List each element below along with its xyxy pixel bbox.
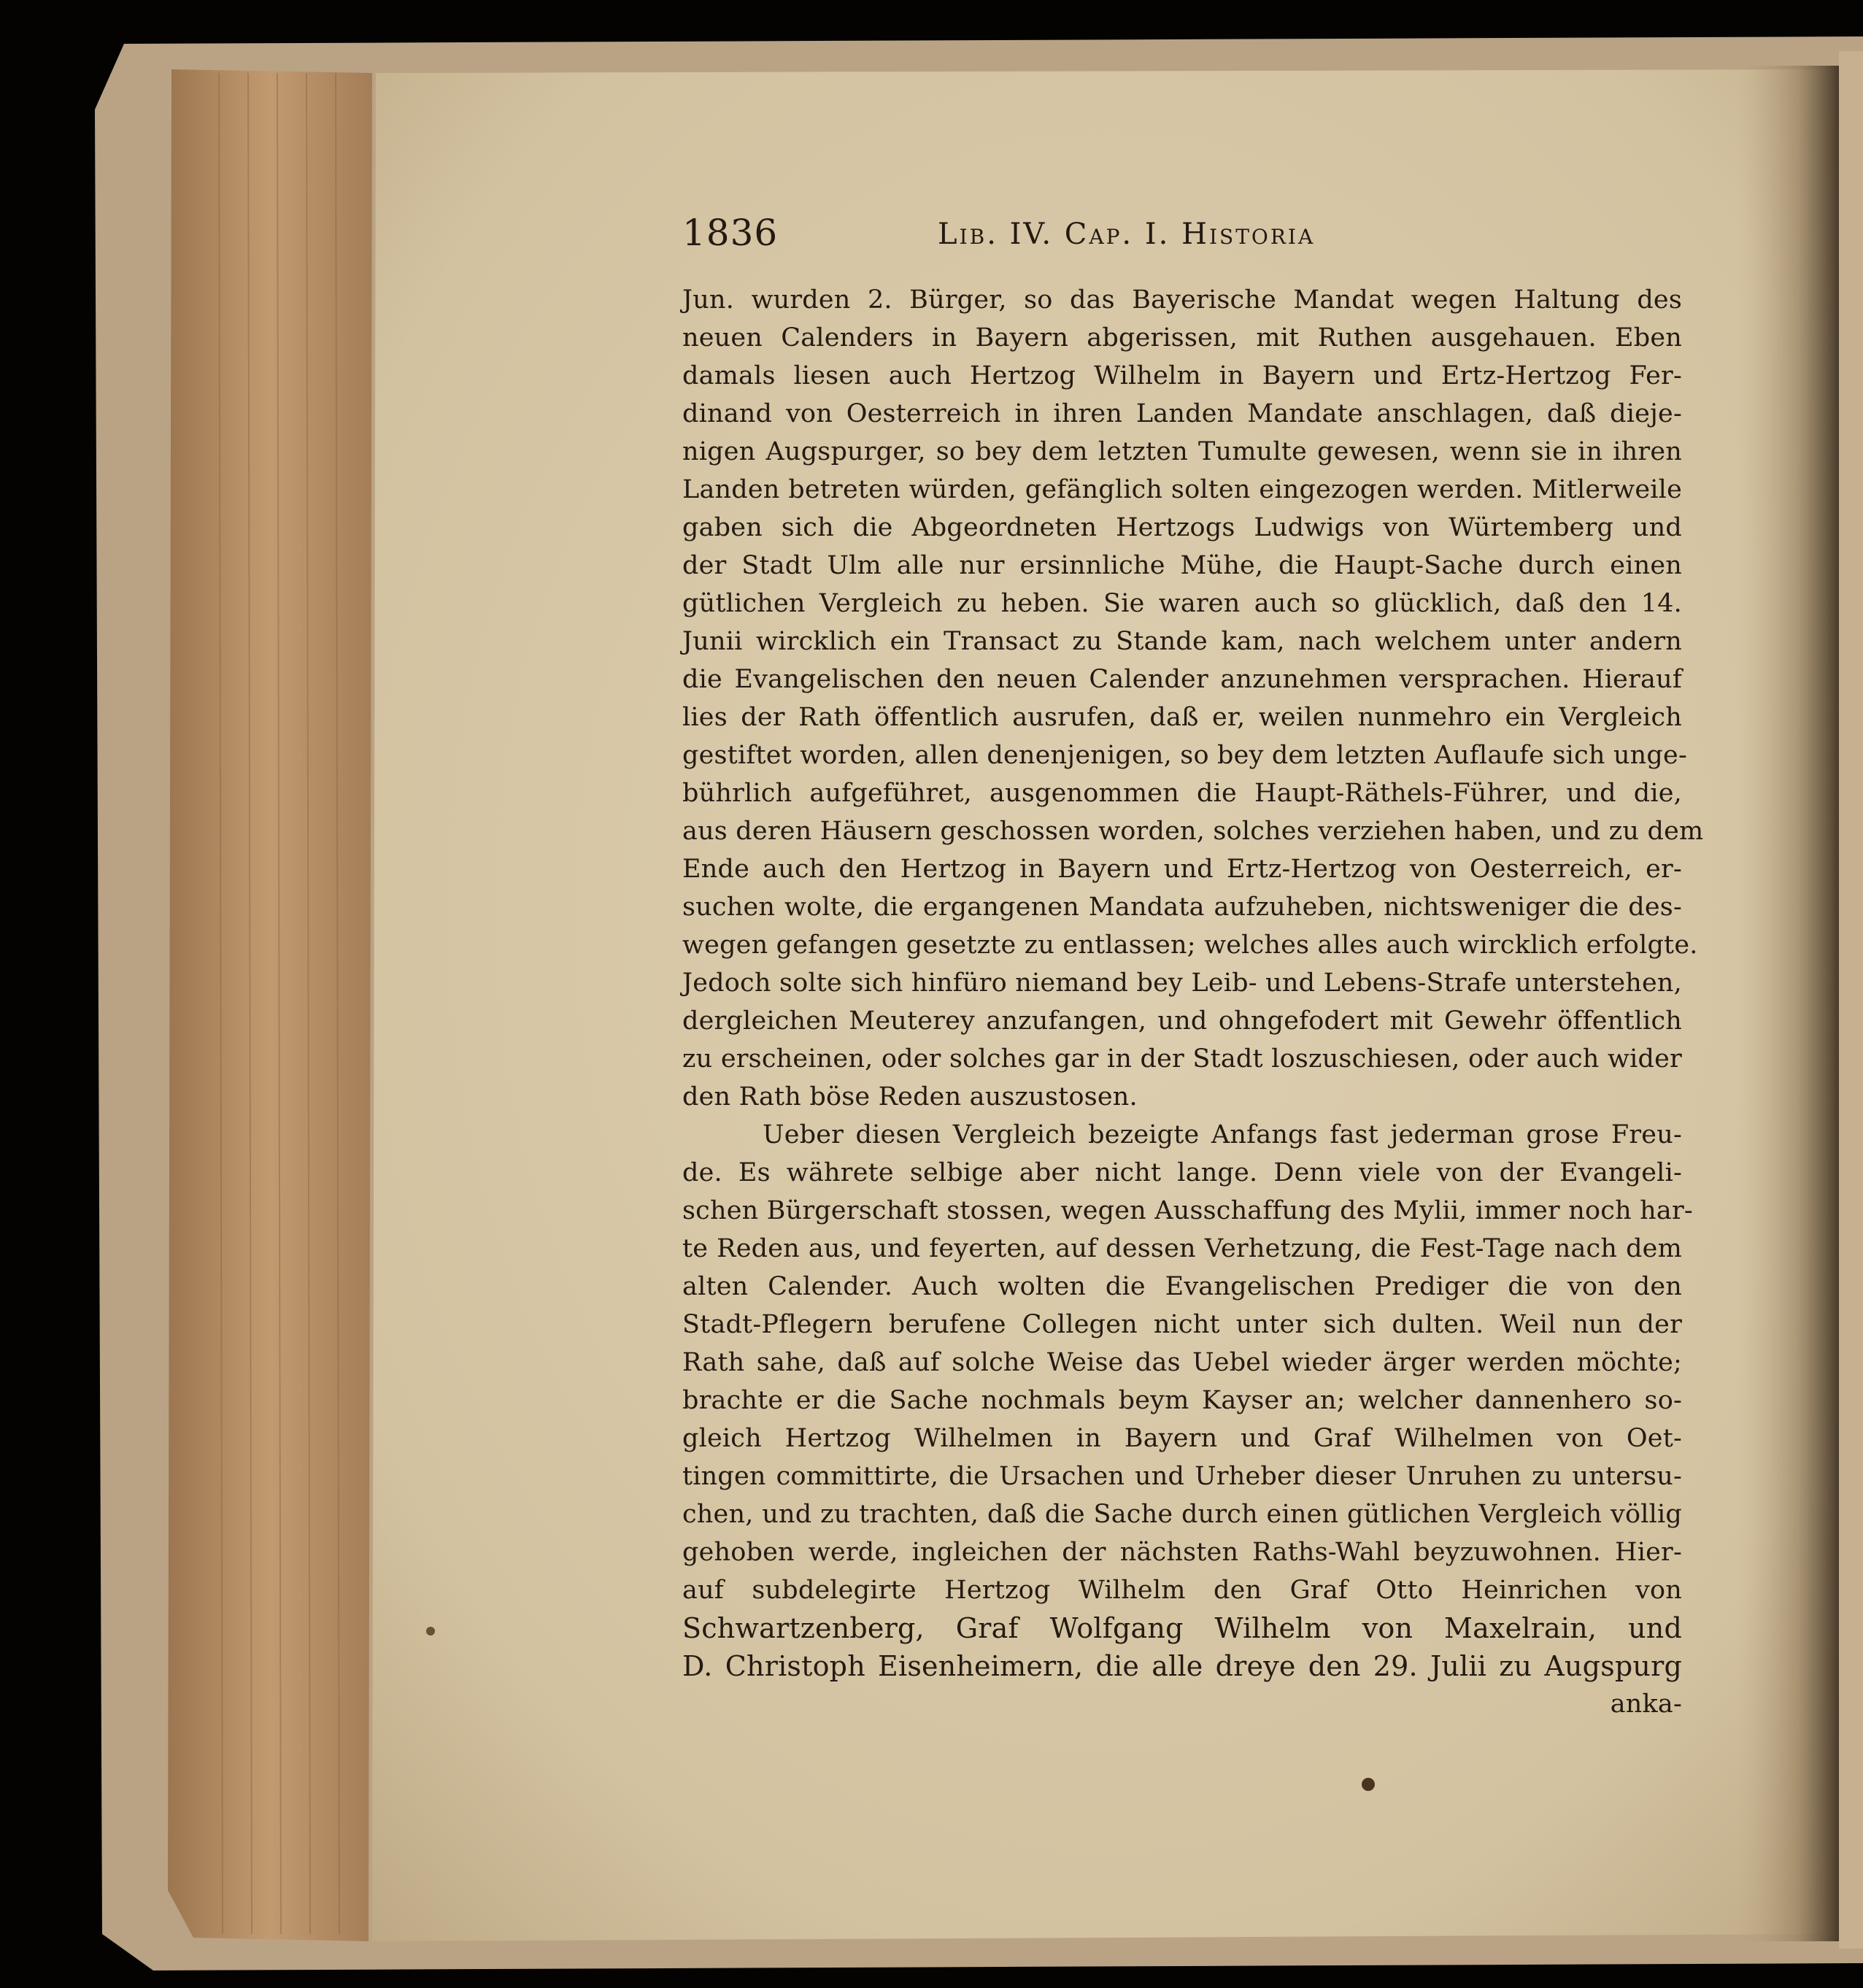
text-line: gütlichen Vergleich zu heben. Sie waren auch so glücklich, daß den 14. [682,589,1682,618]
text-line: Rath sahe, daß auf solche Weise das Uebel wieder ärger werden möchte; [682,1348,1682,1377]
text-line: Stadt-Pflegern berufene Collegen nicht unter sich dulten. Weil nun der [682,1310,1682,1339]
text-line: de. Es währete selbige aber nicht lange. Denn viele von der Evangeli- [682,1158,1682,1187]
text-line: Schwartzenberg, Graf Wolfgang Wilhelm von Maxelrain, und [682,1612,1682,1644]
text-line: gaben sich die Abgeordneten Hertzogs Ludwigs von Würtemberg und [682,513,1682,542]
text-line: suchen wolte, die ergangenen Mandata aufzuheben, nichtsweniger die des- [682,893,1682,922]
text-line: gestiftet worden, allen denenjenigen, so bey dem letzten Auflaufe sich unge- [682,741,1687,770]
text-line: neuen Calenders in Bayern abgerissen, mit Ruthen ausgehauen. Eben [682,323,1682,352]
facing-page-edge [1839,51,1863,1949]
text-line: damals liesen auch Hertzog Wilhelm in Bayern und Ertz-Hertzog Fer- [682,361,1682,390]
paper-speck [426,1627,435,1636]
text-line: gleich Hertzog Wilhelmen in Bayern und Graf Wilhelmen von Oet- [682,1424,1682,1453]
text-line: die Evangelischen den neuen Calender anzunehmen versprachen. Hierauf [682,665,1682,694]
page-number: 1836 [682,212,779,254]
text-line: aus deren Häusern geschossen worden, solches verziehen haben, und zu dem [682,817,1704,846]
text-line: Junii wircklich ein Transact zu Stande kam, nach welchem unter andern [682,627,1682,656]
running-head: Lib. IV. Cap. I. Historia [938,217,1316,251]
gutter-shadow [1737,66,1839,1941]
text-line: Ueber diesen Vergleich bezeigte Anfangs fast jederman grose Freu- [763,1120,1682,1149]
text-line: gehoben werde, ingleichen der nächsten Raths-Wahl beyzuwohnen. Hier- [682,1538,1682,1567]
text-line: nigen Augspurger, so bey dem letzten Tumulte gewesen, wenn sie in ihren [682,437,1682,466]
text-line: Landen betreten würden, gefänglich solten eingezogen werden. Mitlerweile [682,475,1682,504]
text-line: lies der Rath öffentlich ausrufen, daß er, weilen nunmehro ein Vergleich [682,703,1682,732]
catchword: anka- [1610,1690,1682,1719]
text-line: chen, und zu trachten, daß die Sache durch einen gütlichen Vergleich völlig [682,1500,1682,1529]
page-stack-edge [168,69,372,1941]
text-line: Jedoch solte sich hinfüro niemand bey Leib- und Lebens-Strafe unterstehen, [682,968,1682,998]
text-line: schen Bürgerschaft stossen, wegen Ausschaffung des Mylii, immer noch har- [682,1196,1693,1225]
text-line: dinand von Oesterreich in ihren Landen Mandate anschlagen, daß dieje- [682,399,1682,428]
text-line: Ende auch den Hertzog in Bayern und Ertz-Hertzog von Oesterreich, er- [682,855,1682,884]
text-line: dergleichen Meuterey anzufangen, und ohngefodert mit Gewehr öffentlich [682,1006,1682,1036]
text-line: wegen gefangen gesetzte zu entlassen; welches alles auch wircklich erfolgte. [682,931,1698,960]
text-line: tingen committirte, die Ursachen und Urheber dieser Unruhen zu untersu- [682,1462,1682,1491]
text-line: Jun. wurden 2. Bürger, so das Bayerische Mandat wegen Haltung des [682,285,1682,315]
text-line: te Reden aus, und feyerten, auf dessen Verhetzung, die Fest-Tage nach dem [682,1234,1682,1263]
paper-speck [1362,1778,1375,1791]
page-text [682,212,1704,1719]
text-line: bührlich aufgeführet, ausgenommen die Haupt-Räthels-Führer, und die, [682,779,1682,808]
text-line: auf subdelegirte Hertzog Wilhelm den Graf Otto Heinrichen von [682,1576,1682,1605]
text-line: D. Christoph Eisenheimern, die alle dreye den 29. Julii zu Augspurg [682,1650,1682,1682]
text-line: alten Calender. Auch wolten die Evangelischen Prediger die von den [682,1272,1682,1301]
text-line: der Stadt Ulm alle nur ersinnliche Mühe, die Haupt-Sache durch einen [682,551,1682,580]
running-header [682,212,1682,270]
text-line: brachte er die Sache nochmals beym Kayser an; welcher dannenhero so- [682,1386,1682,1415]
text-line: zu erscheinen, oder solches gar in der Stadt loszuschiesen, oder auch wider [682,1044,1682,1074]
text-line: den Rath böse Reden auszustosen. [682,1082,1138,1111]
